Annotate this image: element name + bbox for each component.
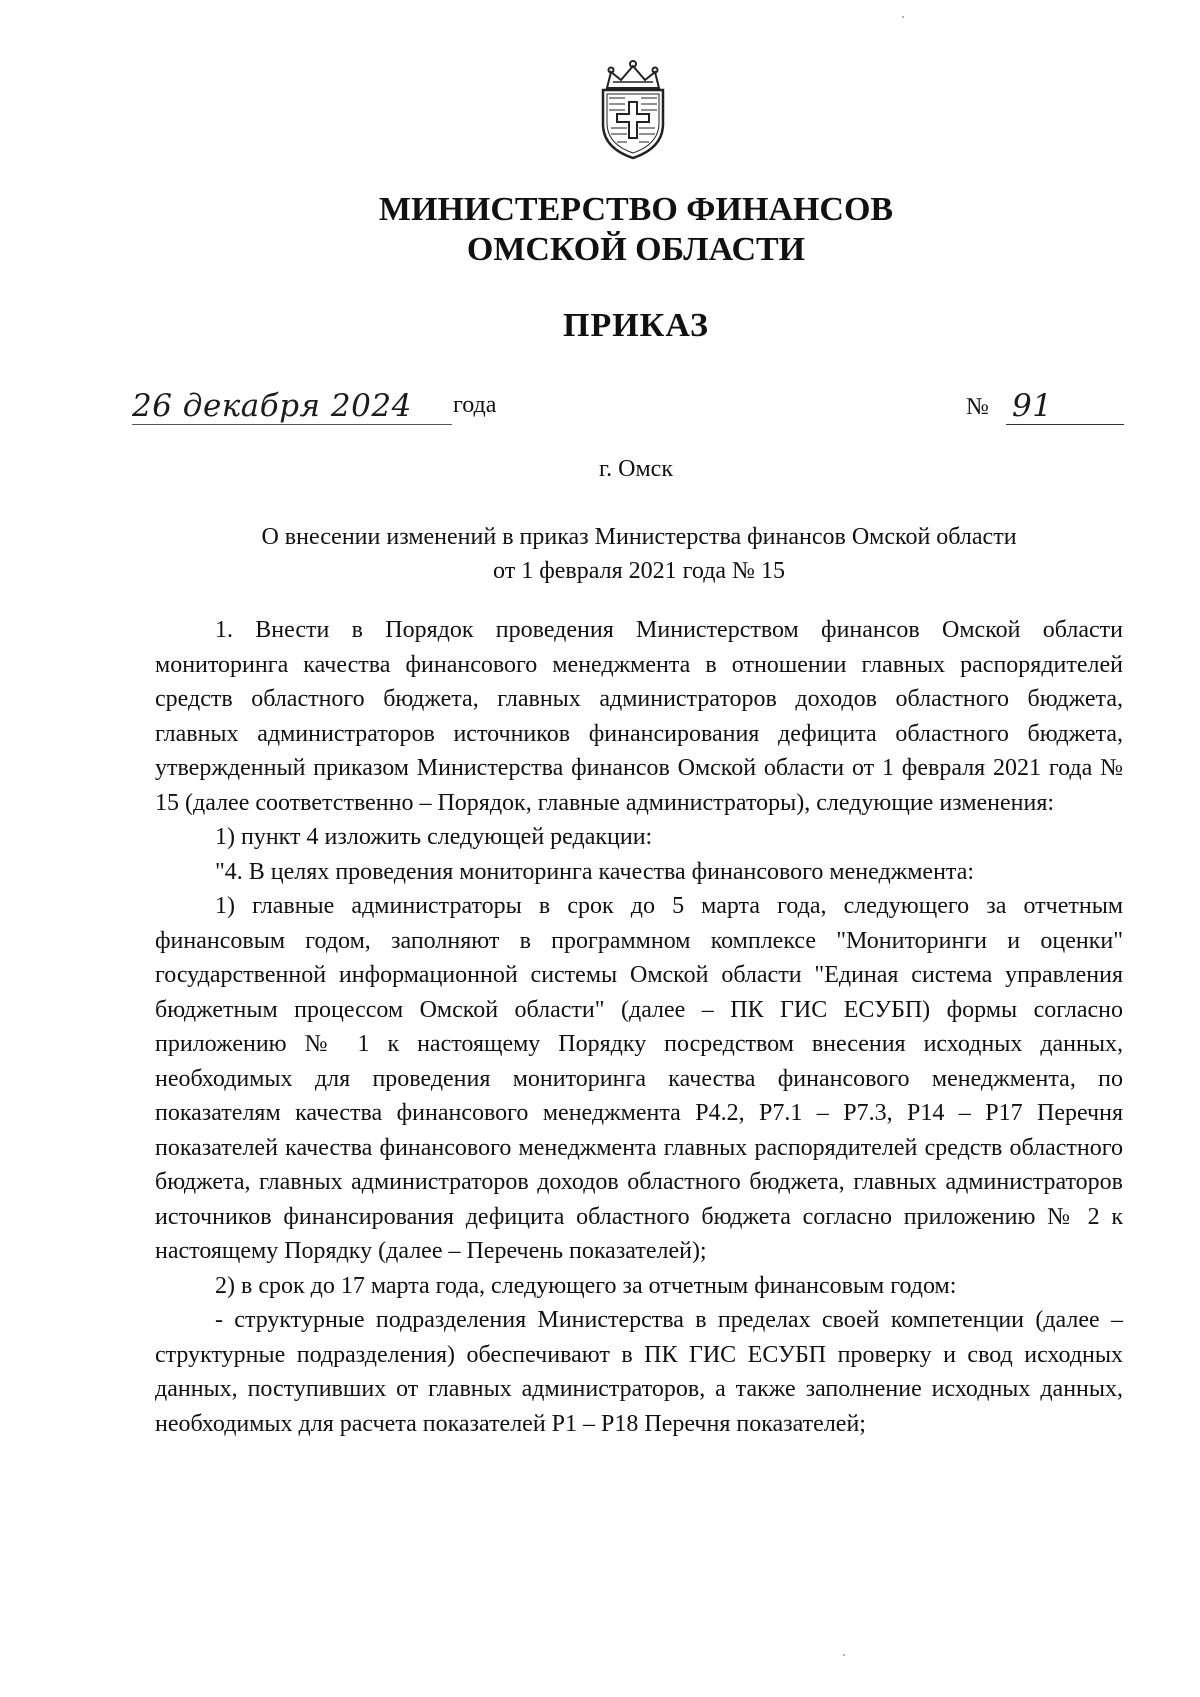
- handwritten-number: 91: [1012, 388, 1053, 424]
- scan-speck: [902, 16, 904, 18]
- paragraph-point-4: "4. В целях проведения мониторинга качества финансового менеджмента:: [215, 858, 975, 885]
- ministry-title-line1: МИНИСТЕРСТВО ФИНАНСОВ: [378, 191, 894, 228]
- handwritten-date: 26 декабря 2024: [132, 388, 412, 424]
- ministry-title-line2: ОМСКОЙ ОБЛАСТИ: [466, 231, 806, 268]
- coat-of-arms-icon: [593, 58, 673, 162]
- order-subject: [154, 520, 1124, 588]
- paragraph-point-4-sub-2: 2) в срок до 17 марта года, следующего за отчетным финансовым годом:: [215, 1272, 957, 1299]
- scan-speck: [843, 1654, 845, 1656]
- date-suffix: года: [453, 392, 497, 418]
- subject-line2: от 1 февраля 2021 года № 15: [493, 558, 785, 584]
- number-sign: №: [966, 394, 989, 420]
- paragraph-subitem-1: 1) пункт 4 изложить следующей редакции:: [215, 824, 653, 850]
- order-number: [966, 388, 1126, 432]
- paragraph-dash-item: - структурные подразделения Министерства в пределах своей компетенции (далее – структурные подразделения) обеспечивают в ПК ГИС ЕСУБП проверку и свод исходных данных, поступивших от главных администраторов, а также заполнение исходных данных, необходимых для расчета показателей P1 – P18 Перечня показателей;: [155, 1307, 1123, 1437]
- paragraph-point-4-sub-1: 1) главные администраторы в срок до 5 марта года, следующего за отчетным финансовым годом, заполняют в программном комплексе "Мониторинги и оценки" государственной информационной системы Омской области "Единая система управления бюджетным процессом Омской области" (далее – ПК ГИС ЕСУБП) формы согласно приложению № 1 к настоящему Порядку посредством внесения исходных данных, необходимых для проведения мониторинга качества финансового менеджмента, по показателям качества финансового менеджмента P4.2, P7.1 – P7.3, P14 – P17 Перечня показателей качества финансового менеджмента главных распорядителей средств областного бюджета, главных администраторов доходов областного бюджета, главных администраторов источников финансирования дефицита областного бюджета согласно приложению № 2 к настоящему Порядку (далее – Перечень показателей);: [155, 893, 1123, 1264]
- document-type-title: ПРИКАЗ: [563, 307, 709, 344]
- date-underline: [132, 424, 452, 425]
- number-underline: [1006, 424, 1124, 425]
- subject-line1: О внесении изменений в приказ Министерства финансов Омской области: [261, 524, 1017, 550]
- paragraph-item-1: 1. Внести в Порядок проведения Министерством финансов Омской области мониторинга качества финансового менеджмента в отношении главных распорядителей средств областного бюджета, главных администраторов доходов областного бюджета, главных администраторов источников финансирования дефицита областного бюджета, утвержденный приказом Министерства финансов Омской области от 1 февраля 2021 года № 15 (далее соответственно – Порядок, главные администраторы), следующие изменения:: [155, 617, 1123, 816]
- order-body: [155, 613, 1123, 1441]
- city-line: г. Омск: [599, 456, 673, 482]
